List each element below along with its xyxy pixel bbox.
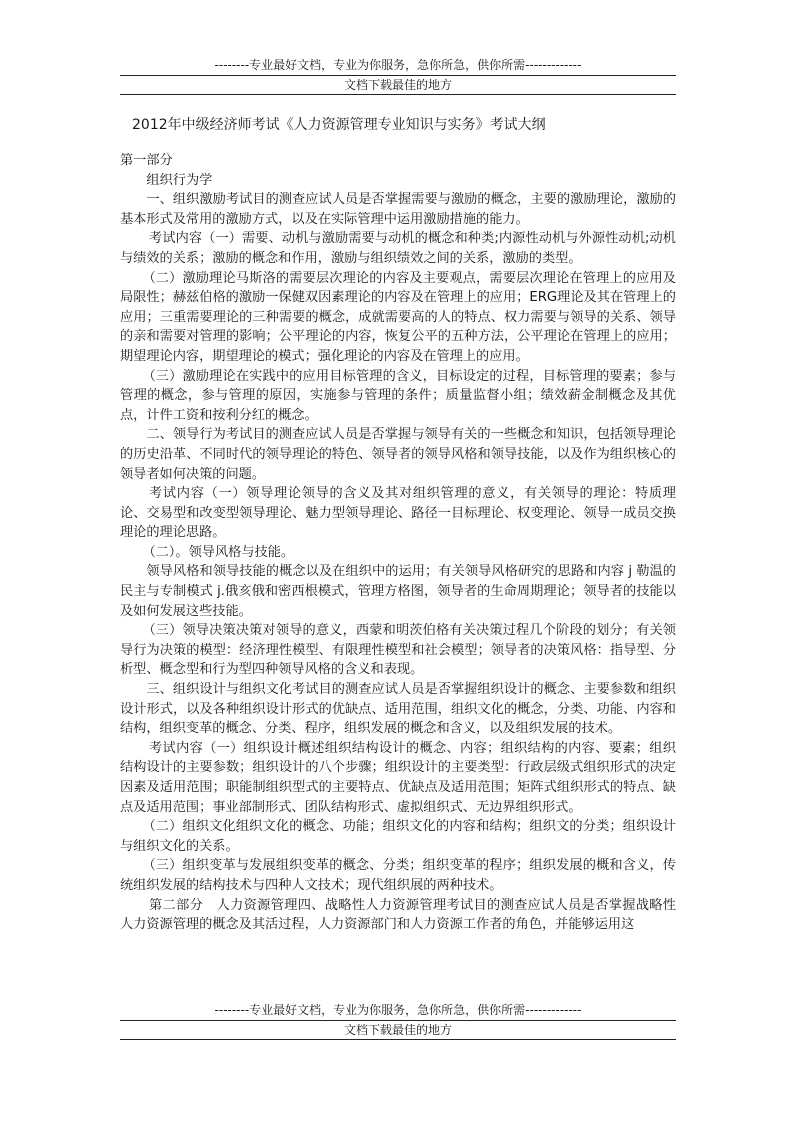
paragraph: 二、领导行为考试目的测查应试人员是否掌握与领导有关的一些概念和知识，包括领导理论的历史沿革、不同时代的领导理论的特色、领导者的领导风格和领导技能，以及作为组织核心的领导者如何决策的问题。: [120, 427, 676, 482]
section-label: 组织行为学: [146, 172, 213, 188]
paragraph: 领导风格和领导技能的概念以及在组织中的运用；有关领导风格研究的思路和内容 j 勒温的民主与专制模式 j.俄亥俄和密西根模式，管理方格图，领导者的生命周期理论；领导者的技能以及如何发展这些技能。: [120, 564, 676, 619]
paragraph: （三）领导决策决策对领导的意义，西蒙和明茨伯格有关决策过程几个阶段的划分；有关领导行为决策的模型：经济理性模型、有限理性模型和社会模型；领导者的决策风格：指导型、分析型、概念型和行为型四种领导风格的含义和表现。: [120, 623, 676, 678]
paragraph: 考试内容（一）需要、动机与激励需要与动机的概念和种类;内源性动机与外源性动机;动机与绩效的关系；激励的概念和作用，激励与组织绩效之间的关系，激励的类型。: [120, 231, 676, 266]
part-label: 第一部分: [120, 153, 173, 168]
document-body: [120, 151, 676, 935]
footer-slogan: --------专业最好文档，专业为你服务，急你所急，供你所需-------------: [214, 1003, 582, 1017]
paragraph: （二）。领导风格与技能。: [142, 544, 295, 560]
header-slogan: --------专业最好文档，专业为你服务，急你所急，供你所需-------------: [214, 58, 582, 72]
paragraph: 第二部分 人力资源管理四、战略性人力资源管理考试目的测查应试人员是否掌握战略性人力资源管理的概念及其活过程，人力资源部门和人力资源工作者的角色，并能够运用这: [120, 897, 676, 933]
header-rule-bottom: [120, 94, 676, 95]
paragraph: 三、组织设计与组织文化考试目的测查应试人员是否掌握组织设计的概念、主要参数和组织设计形式，以及各种组织设计形式的优缺点、适用范围，组织文化的概念，分类、功能、内容和结构，组织变革的概念、分类、程序，组织发展的概念和含义，以及组织发展的技术。: [120, 682, 676, 737]
paragraph: （二）激励理论马斯洛的需要层次理论的内容及主要观点，需要层次理论在管理上的应用及局限性；赫兹伯格的激励一保健双因素理论的内容及在管理上的应用；ERG理论及其在管理上的应用；三重需要理论的三种需要的概念，成就需要高的人的特点、权力需要与领导的关系、领导的亲和需要对管理的影响；公平理论的内容，恢复公平的五种方法，公平理论在管理上的应用；期望理论内容，期望理论的模式；强化理论的内容及在管理上的应用。: [120, 270, 676, 364]
document-title: 2012年中级经济师考试《人力资源管理专业知识与实务》考试大纲: [132, 117, 546, 133]
header-rule: [120, 75, 676, 76]
header-subtitle: 文档下载最佳的地方: [343, 78, 452, 92]
paragraph: 考试内容（一）组织设计概述组织结构设计的概念、内容；组织结构的内容、要素；组织结构设计的主要参数；组织设计的八个步骤；组织设计的主要类型：行政层级式组织形式的决定因素及适用范围；职能制组织型式的主要特点、优缺点及适用范围；矩阵式组织形式的特点、缺点及适用范围；事业部制形式、团队结构形式、虚拟组织式、无边界组织形式。: [120, 740, 676, 815]
footer-rule-bottom: [120, 1039, 676, 1040]
paragraph: （二）组织文化组织文化的概念、功能；组织文化的内容和结构；组织文的分类；组织设计与组织文化的关系。: [120, 819, 676, 854]
paragraph: （三）激励理论在实践中的应用目标管理的含义，目标设定的过程，目标管理的要素；参与管理的概念，参与管理的原因，实施参与管理的条件；质量监督小组；绩效薪金制概念及其优点，计件工资和按利分红的概念。: [120, 368, 676, 423]
footer-subtitle: 文档下载最佳的地方: [343, 1023, 452, 1037]
paragraph: 考试内容（一）领导理论领导的含义及其对组织管理的意义，有关领导的理论：特质理论、交易型和改变型领导理论、魅力型领导理论、路径一目标理论、权变理论、领导一成员交换理论的理论思路。: [120, 486, 676, 541]
footer-rule: [120, 1020, 676, 1021]
paragraph: （三）组织变革与发展组织变革的概念、分类；组织变革的程序；组织发展的概和含义，传统组织发展的结构技术与四种人文技术；现代组织展的两种技术。: [120, 858, 676, 893]
paragraph: 一、组织激励考试目的测查应试人员是否掌握需要与激励的概念，主要的激励理论，激励的基本形式及常用的激励方式，以及在实际管理中运用激励措施的能力。: [120, 192, 676, 227]
